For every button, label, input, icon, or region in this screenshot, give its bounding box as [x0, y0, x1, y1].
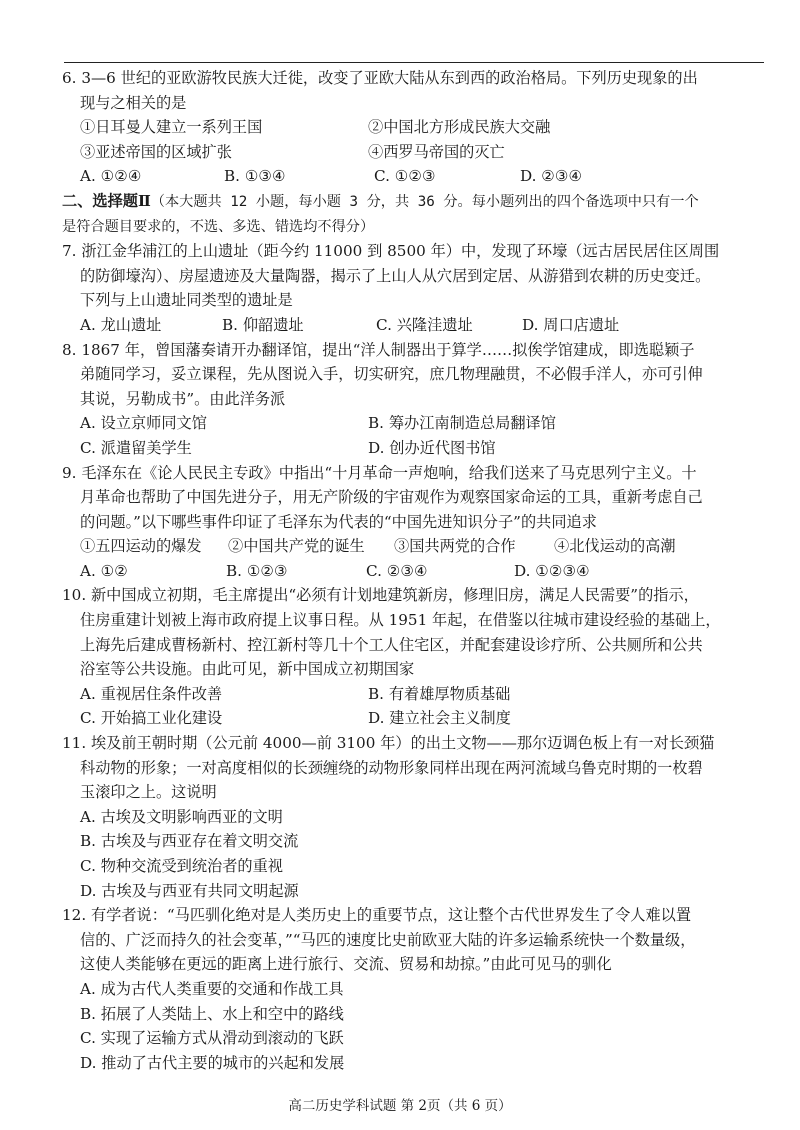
- question-9: [62, 461, 774, 584]
- q7-option-a: A. 龙山遗址: [80, 315, 162, 334]
- q6-option-b: B. ①③④: [224, 167, 286, 186]
- q9-options: [62, 559, 774, 584]
- q6-items-row: [62, 115, 774, 140]
- q8-stem-line: 8. 1867 年，曾国藩奏请开办翻译馆，提出“洋人制器出于算学……拟俟学馆建成，即选聪颖子: [62, 340, 695, 359]
- q11-stem-line: 11. 埃及前王朝时期（公元前 4000—前 3100 年）的出土文物——那尔迈调色板上有一对长颈猫: [62, 734, 715, 753]
- q7-option-d: D. 周口店遗址: [522, 315, 620, 334]
- q6-option-d: D. ②③④: [520, 167, 583, 186]
- q9-item: ①五四运动的爆发: [80, 537, 202, 556]
- question-12: [62, 903, 774, 1075]
- q8-options-row: [62, 411, 774, 436]
- section-2-title: 二、选择题Ⅱ: [62, 191, 151, 210]
- question-6: [62, 66, 774, 189]
- q9-stem-line: 月革命也帮助了中国先进分子，用无产阶级的宇宙观作为观察国家命运的工具，重新考虑自己: [80, 488, 703, 507]
- q8-stem-line: 其说，另勒成书”。由此洋务派: [80, 389, 286, 408]
- q9-option-d: D. ①②③④: [514, 561, 590, 580]
- q12-stem-line: 信的、广泛而持久的社会变革，”“马匹的速度比史前欧亚大陆的许多运输系统快一个数量级，: [80, 930, 696, 949]
- q12-stem-line: 这使人类能够在更远的距离上进行旅行、交流、贸易和劫掠。”由此可见马的驯化: [80, 955, 612, 974]
- q9-item: ③国共两党的合作: [394, 537, 516, 556]
- q9-option-a: A. ①②: [80, 561, 128, 580]
- q6-item: ①日耳曼人建立一系列王国: [80, 118, 263, 137]
- q10-stem-line: 住房重建计划被上海市政府提上议事日程。从 1951 年起，在借鉴以往城市建设经验的基础上，: [80, 611, 721, 630]
- page-footer: 高二历史学科试题 第 2页（共 6 页）: [288, 1098, 512, 1114]
- q9-option-c: C. ②③④: [366, 561, 428, 580]
- question-11: [62, 731, 774, 903]
- section-2-note: （本大题共 12 小题，每小题 3 分，共 36 分。每小题列出的四个备选项中只有一个: [150, 193, 699, 210]
- q9-stem-line: 9. 毛泽东在《论人民民主专政》中指出“十月革命一声炮响，给我们送来了马克思列宁主义。十: [62, 463, 697, 482]
- question-7: [62, 239, 774, 337]
- q6-item: ③亚述帝国的区域扩张: [80, 142, 232, 161]
- q9-items: [62, 534, 774, 559]
- q7-stem-line: 下列与上山遗址同类型的遗址是: [80, 291, 293, 310]
- q9-stem-line: 的问题。”以下哪些事件印证了毛泽东为代表的“中国先进知识分子”的共同追求: [80, 512, 597, 531]
- q10-option-a: A. 重视居住条件改善: [80, 684, 223, 703]
- q6-item: ②中国北方形成民族大交融: [368, 118, 551, 137]
- q9-option-b: B. ①②③: [226, 561, 288, 580]
- q11-option-d: D. 古埃及与西亚有共同文明起源: [80, 881, 299, 900]
- q11-option-a: A. 古埃及文明影响西亚的文明: [80, 807, 283, 826]
- q8-option-b: B. 筹办江南制造总局翻译馆: [368, 414, 556, 433]
- q6-stem-line: 6. 3—6 世纪的亚欧游牧民族大迁徙，改变了亚欧大陆从东到西的政治格局。下列历史现象的出: [62, 69, 698, 87]
- q10-options-row: [62, 706, 774, 731]
- q12-option-a: A. 成为古代人类重要的交通和作战工具: [80, 979, 344, 998]
- q11-stem-line: 科动物的形象；一对高度相似的长颈缠绕的动物形象同样出现在两河流域乌鲁克时期的一枚碧: [80, 758, 703, 777]
- q11-option-c: C. 物种交流受到统治者的重视: [80, 857, 283, 875]
- section-2-note: 是符合题目要求的，不选、多选、错选均不得分）: [62, 218, 375, 235]
- q12-option-c: C. 实现了运输方式从滑动到滚动的飞跃: [80, 1029, 344, 1048]
- question-8: [62, 338, 774, 461]
- q12-stem-line: 12. 有学者说：“马匹驯化绝对是人类历史上的重要节点，这让整个古代世界发生了令人难以置: [62, 906, 692, 925]
- q7-stem-line: 7. 浙江金华浦江的上山遗址（距今约 11000 到 8500 年）中，发现了环壕（远古居民居住区周围: [62, 242, 720, 261]
- exam-page-content: [62, 66, 774, 1075]
- q6-options: [62, 164, 774, 189]
- q9-item: ④北伐运动的高潮: [554, 537, 676, 556]
- q8-options-row: [62, 436, 774, 461]
- q6-items-row: [62, 140, 774, 165]
- q7-options: [62, 313, 774, 338]
- q10-option-c: C. 开始搞工业化建设: [80, 709, 223, 728]
- q8-option-c: C. 派遣留美学生: [80, 438, 192, 457]
- q10-option-d: D. 建立社会主义制度: [368, 709, 511, 728]
- q8-option-a: A. 设立京师同文馆: [80, 414, 207, 433]
- q9-item: ②中国共产党的诞生: [228, 537, 365, 556]
- q6-option-a: A. ①②④: [80, 167, 142, 186]
- q8-option-d: D. 创办近代图书馆: [368, 438, 496, 457]
- q7-option-b: B. 仰韶遗址: [222, 315, 304, 334]
- q10-stem-line: 上海先后建成曹杨新村、控江新村等几十个工人住宅区，并配套建设诊疗所、公共厕所和公共: [80, 635, 703, 654]
- q10-stem-line: 10. 新中国成立初期，毛主席提出“必须有计划地建筑新房，修理旧房，满足人民需要”的指示，: [62, 586, 699, 605]
- q6-item: ④西罗马帝国的灭亡: [368, 142, 505, 161]
- q7-stem-line: 的防御壕沟）、房屋遗迹及大量陶器，揭示了上山人从穴居到定居、从游猎到农耕的历史变迁。: [80, 266, 711, 285]
- q10-options-row: [62, 682, 774, 707]
- q7-option-c: C. 兴隆洼遗址: [376, 315, 473, 334]
- q8-stem-line: 弟随同学习，妥立课程，先从图说入手，切实研究，庶几物理融贯，不必假手洋人，亦可引伸: [80, 365, 703, 384]
- q10-option-b: B. 有着雄厚物质基础: [368, 684, 511, 703]
- q11-stem-line: 玉滚印之上。这说明: [80, 783, 217, 802]
- q6-stem-line: 现与之相关的是: [80, 93, 187, 112]
- section-2-header: [62, 189, 774, 239]
- q12-option-d: D. 推动了古代主要的城市的兴起和发展: [80, 1053, 345, 1072]
- top-rule: [64, 62, 764, 63]
- question-10: [62, 583, 774, 731]
- q10-stem-line: 浴室等公共设施。由此可见，新中国成立初期国家: [80, 660, 415, 679]
- q12-option-b: B. 拓展了人类陆上、水上和空中的路线: [80, 1004, 344, 1023]
- q11-option-b: B. 古埃及与西亚存在着文明交流: [80, 832, 299, 851]
- q6-option-c: C. ①②③: [374, 167, 436, 186]
